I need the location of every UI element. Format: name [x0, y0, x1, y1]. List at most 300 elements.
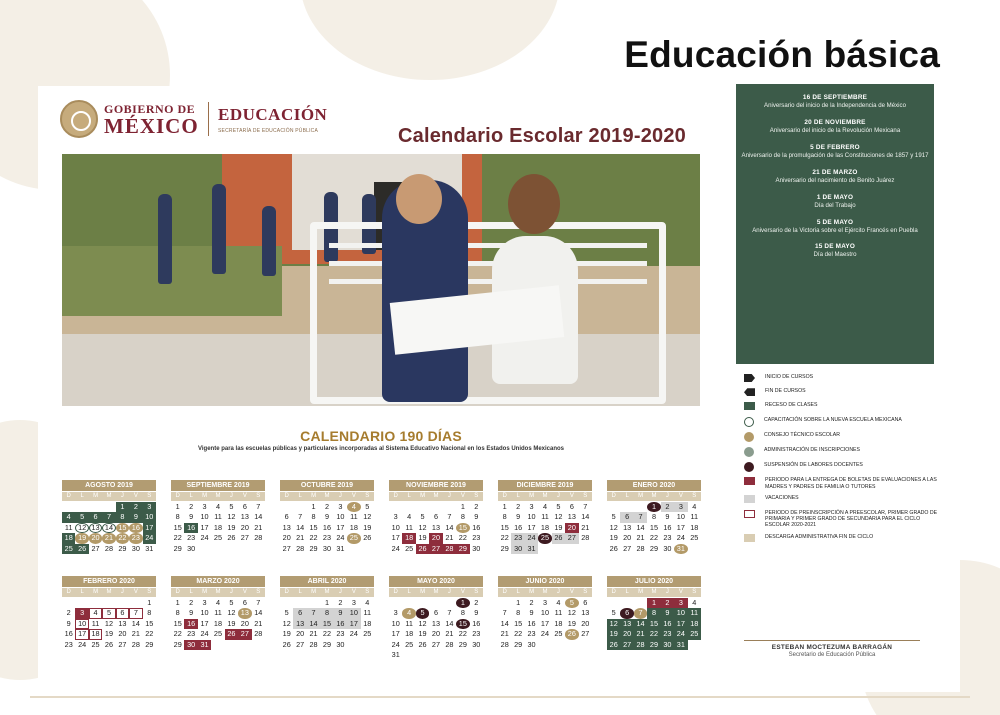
day-cell: 24	[674, 629, 687, 639]
month-name: MAYO 2020	[389, 576, 483, 587]
day-cell: 28	[254, 629, 263, 639]
day-cell: 17	[200, 618, 209, 628]
day-cell: 19	[567, 618, 576, 628]
weekday-label: D	[284, 493, 289, 499]
weekday-label: V	[242, 493, 247, 499]
day-cell: 12	[609, 522, 618, 532]
day-grid	[171, 502, 265, 554]
day-cell: 12	[607, 619, 620, 629]
arrow-left-icon	[744, 388, 755, 396]
weekday-label: J	[556, 493, 560, 499]
empty-cell	[620, 502, 633, 512]
day-cell: 10	[391, 618, 400, 628]
holiday-description: Día del Maestro	[813, 251, 857, 259]
day-cell: 17	[143, 523, 156, 533]
weekday-label: M	[529, 493, 535, 499]
legend-label: DESCARGA ADMINISTRATIVA FIN DE CICLO	[765, 533, 874, 540]
holiday-item	[736, 119, 934, 134]
day-cell: 31	[336, 543, 345, 553]
day-cell: 29	[647, 640, 660, 650]
weekday-label: L	[189, 493, 193, 499]
day-cell: 3	[529, 502, 534, 511]
day-cell: 12	[418, 618, 427, 628]
day-grid	[280, 598, 374, 650]
day-cell: 25	[91, 639, 100, 649]
grey-block-icon	[744, 495, 755, 503]
weekday-label: D	[284, 589, 289, 595]
day-cell: 27	[581, 629, 590, 639]
day-cell: 30	[472, 543, 481, 553]
day-cell: 10	[674, 608, 687, 618]
day-cell: 19	[227, 522, 236, 532]
day-cell: 6	[284, 512, 289, 522]
day-cell: 6	[433, 512, 439, 522]
day-cell: 4	[215, 502, 221, 511]
day-cell: 18	[89, 629, 102, 639]
signature-name: ESTEBAN MOCTEZUMA BARRAGÁN	[771, 644, 893, 651]
day-cell: 4	[692, 598, 697, 607]
day-cell: 13	[581, 608, 590, 618]
day-cell: 12	[567, 608, 576, 618]
day-cell: 10	[676, 512, 685, 522]
weekday-label: D	[175, 589, 180, 595]
weekday-label: V	[351, 493, 356, 499]
weekday-label: V	[678, 493, 683, 499]
weekday-label: J	[120, 493, 124, 499]
day-cell: 13	[118, 618, 127, 628]
day-cell: 7	[307, 608, 320, 618]
day-cell: 11	[214, 608, 222, 618]
day-cell: 20	[429, 533, 442, 543]
legend-label: PERIODO PARA LA ENTREGA DE BOLETAS DE EVALUACIONES A LAS MADRES Y PADRES DE FAMILIA O TUTORES	[765, 477, 937, 490]
weekday-label: J	[447, 493, 451, 499]
day-cell: 26	[565, 629, 578, 639]
day-cell: 21	[131, 629, 140, 639]
day-cell: 30	[187, 543, 196, 553]
day-cell: 1	[311, 502, 316, 511]
day-cell: 4	[556, 598, 561, 607]
day-cell: 1	[175, 598, 180, 607]
arrow-right-icon	[744, 374, 755, 382]
holiday-item	[736, 194, 934, 209]
day-cell: 22	[322, 629, 332, 639]
month-calendar	[62, 480, 156, 554]
day-cell: 17	[75, 629, 88, 639]
photo-grass	[62, 246, 282, 316]
day-cell: 31	[198, 640, 211, 650]
day-cell: 18	[690, 522, 699, 532]
day-cell: 6	[583, 598, 588, 607]
educacion-logo	[218, 105, 327, 134]
day-cell: 23	[527, 629, 536, 639]
day-cell: 16	[184, 619, 197, 629]
weekday-label: D	[393, 493, 398, 499]
day-cell: 27	[118, 639, 127, 649]
weekday-label: J	[229, 589, 233, 595]
holiday-item	[736, 144, 934, 159]
weekday-label: M	[433, 493, 439, 499]
legend-item	[744, 432, 940, 442]
day-cell: 30	[663, 543, 672, 553]
weekday-label: S	[474, 589, 479, 595]
red-block-icon	[744, 477, 755, 485]
holiday-date: 20 DE NOVIEMBRE	[804, 118, 866, 126]
photo-girl-head	[508, 174, 560, 234]
day-cell: 20	[240, 522, 249, 532]
weekday-label: S	[583, 493, 588, 499]
weekday-label: M	[93, 493, 99, 499]
day-cell: 2	[324, 502, 330, 511]
day-cell: 9	[665, 512, 670, 522]
day-cell: 25	[688, 629, 701, 639]
day-cell: 10	[540, 608, 550, 618]
day-cell: 15	[514, 618, 523, 628]
day-cell: 17	[540, 618, 550, 628]
day-cell: 22	[309, 533, 318, 543]
day-cell: 12	[227, 608, 236, 618]
day-cell: 26	[104, 639, 114, 649]
day-cell: 9	[474, 512, 479, 522]
weekday-label: L	[407, 493, 411, 499]
month-name: ENERO 2020	[607, 480, 701, 491]
day-cell: 15	[320, 619, 333, 629]
day-cell: 1	[502, 502, 507, 511]
calendar-poster	[38, 86, 960, 692]
day-cell: 7	[102, 512, 115, 522]
holiday-date: 15 DE MAYO	[814, 243, 856, 251]
empty-cell	[429, 502, 442, 512]
empty-cell	[280, 502, 293, 512]
weekday-label: S	[147, 493, 152, 499]
day-cell: 29	[173, 543, 182, 553]
day-cell: 10	[347, 608, 360, 618]
day-cell: 5	[229, 502, 234, 511]
weekday-label: M	[651, 589, 657, 595]
day-cell: 12	[363, 512, 372, 522]
day-cell: 9	[661, 608, 674, 618]
day-grid	[62, 502, 156, 554]
day-cell: 5	[420, 512, 425, 522]
day-cell: 15	[647, 619, 660, 629]
weekday-label: M	[93, 589, 99, 595]
weekday-label: V	[460, 493, 465, 499]
day-cell: 19	[227, 618, 236, 628]
month-calendar	[389, 480, 483, 554]
month-name: SEPTIEMBRE 2019	[171, 480, 265, 491]
day-cell: 23	[511, 533, 524, 543]
weekday-header	[280, 588, 374, 597]
day-cell: 19	[282, 629, 291, 639]
day-cell: 24	[676, 533, 685, 543]
day-cell: 11	[350, 512, 358, 522]
day-cell: 23	[129, 533, 142, 543]
day-cell: 7	[256, 502, 261, 511]
day-cell: 7	[256, 598, 261, 607]
signature	[744, 640, 920, 658]
day-cell: 26	[552, 533, 565, 543]
day-cell: 9	[189, 512, 194, 522]
day-cell: 7	[502, 608, 507, 618]
students-photo	[62, 154, 700, 406]
empty-cell	[307, 598, 320, 608]
day-cell: 1	[460, 502, 465, 511]
day-cell: 14	[102, 523, 115, 533]
day-cell: 22	[514, 629, 523, 639]
day-cell: 9	[529, 608, 534, 618]
day-cell: 3	[674, 502, 687, 512]
empty-cell	[402, 502, 415, 512]
day-cell: 4	[215, 598, 221, 607]
day-cell: 20	[118, 629, 127, 639]
month-name: ABRIL 2020	[280, 576, 374, 587]
secretaria-text: SECRETARÍA DE EDUCACIÓN PÚBLICA	[218, 128, 319, 134]
day-cell: 23	[187, 629, 196, 639]
weekday-label: M	[542, 493, 548, 499]
day-grid	[389, 502, 483, 554]
day-cell: 25	[538, 533, 551, 543]
month-name: DICIEMBRE 2019	[498, 480, 592, 491]
day-cell: 17	[527, 522, 536, 532]
empty-cell	[416, 598, 429, 608]
day-cell: 28	[445, 639, 454, 649]
day-cell: 6	[569, 502, 574, 511]
holiday-description: Aniversario del inicio de la Independencia de México	[764, 102, 906, 109]
weekday-label: V	[678, 589, 683, 595]
day-cell: 1	[516, 598, 521, 607]
plum-dot-icon	[744, 462, 754, 472]
empty-cell	[75, 502, 88, 512]
empty-cell	[634, 598, 647, 608]
day-grid	[607, 598, 701, 650]
weekday-label: M	[106, 589, 112, 595]
month-calendar	[607, 480, 701, 554]
legend-label: SUSPENSIÓN DE LABORES DOCENTES	[764, 462, 863, 469]
holiday-description: Día del Trabajo	[814, 201, 856, 209]
day-cell: 7	[634, 608, 647, 618]
day-cell: 13	[293, 619, 306, 629]
weekday-label: V	[569, 589, 574, 595]
empty-cell	[62, 598, 75, 608]
days-subtitle: Vigente para las escuelas públicas y particulares incorporadas al Sistema Educativo Nacional en los Estados Unidos Mexicanos	[197, 446, 565, 452]
day-cell: 30	[184, 640, 197, 650]
legend-item	[744, 374, 940, 383]
empty-cell	[607, 502, 620, 512]
day-cell: 24	[143, 533, 156, 543]
day-cell: 19	[363, 522, 372, 532]
empty-cell	[75, 598, 88, 608]
legend-item	[744, 477, 940, 490]
legend-item	[744, 462, 940, 472]
empty-cell	[102, 598, 115, 608]
day-cell: 26	[609, 543, 618, 553]
day-cell: 23	[661, 629, 674, 639]
day-cell: 13	[238, 608, 251, 618]
weekday-label: L	[516, 589, 520, 595]
empty-cell	[498, 598, 511, 608]
day-cell: 21	[581, 522, 590, 532]
day-cell: 23	[322, 533, 332, 543]
day-cell: 8	[502, 512, 507, 522]
day-cell: 13	[89, 523, 102, 533]
day-cell: 26	[418, 639, 427, 649]
day-cell: 29	[118, 543, 127, 553]
weekday-label: J	[338, 589, 342, 595]
day-cell: 13	[431, 618, 441, 628]
day-cell: 6	[620, 608, 633, 618]
weekday-header	[171, 492, 265, 501]
empty-cell	[607, 598, 620, 608]
day-cell: 22	[145, 629, 154, 639]
month-name: NOVIEMBRE 2019	[389, 480, 483, 491]
day-cell: 22	[458, 629, 467, 639]
gobierno-logo	[104, 103, 199, 137]
day-cell: 11	[363, 608, 372, 618]
day-cell: 1	[324, 598, 330, 607]
day-cell: 23	[663, 533, 672, 543]
day-cell: 10	[336, 512, 345, 522]
day-cell: 10	[143, 512, 156, 522]
legend-item	[744, 447, 940, 457]
empty-cell	[280, 598, 293, 608]
day-cell: 7	[298, 512, 303, 522]
day-cell: 31	[145, 543, 154, 553]
weekday-label: J	[229, 493, 233, 499]
day-cell: 2	[189, 598, 194, 607]
legend-item	[744, 510, 940, 529]
day-cell: 28	[634, 640, 647, 650]
weekday-label: M	[324, 589, 330, 595]
day-cell: 22	[116, 533, 129, 543]
day-cell: 21	[634, 629, 647, 639]
day-cell: 14	[500, 618, 509, 628]
month-name: MARZO 2020	[171, 576, 265, 587]
day-cell: 11	[91, 618, 100, 628]
holiday-item	[736, 219, 934, 234]
weekday-label: D	[502, 589, 507, 595]
day-cell: 9	[324, 512, 330, 522]
day-cell: 26	[225, 629, 238, 639]
day-cell: 4	[402, 608, 415, 618]
day-cell: 19	[418, 629, 427, 639]
day-cell: 20	[431, 629, 441, 639]
day-cell: 9	[334, 608, 347, 618]
day-cell: 27	[431, 639, 441, 649]
day-grid	[498, 598, 592, 650]
day-cell: 15	[500, 522, 509, 532]
day-grid	[171, 598, 265, 650]
photo-boy-head	[396, 174, 442, 224]
day-cell: 10	[200, 608, 209, 618]
day-cell: 2	[189, 502, 194, 511]
day-cell: 17	[391, 533, 400, 543]
day-cell: 20	[581, 618, 590, 628]
legend-item	[744, 417, 940, 427]
weekday-label: J	[665, 493, 669, 499]
day-cell: 18	[62, 533, 75, 543]
holiday-description: Aniversario de la promulgación de las Constituciones de 1857 y 1917	[741, 151, 929, 159]
empty-cell	[293, 502, 306, 512]
weekday-label: V	[351, 589, 356, 595]
day-cell: 8	[147, 608, 152, 618]
weekday-header	[171, 588, 265, 597]
legend-item	[744, 534, 940, 543]
day-cell: 12	[282, 618, 291, 628]
weekday-header	[389, 588, 483, 597]
day-cell: 3	[674, 598, 687, 608]
month-name: FEBRERO 2020	[62, 576, 156, 587]
gold-dot-icon	[744, 432, 754, 442]
photo-child	[158, 194, 172, 284]
empty-cell	[89, 598, 102, 608]
day-cell: 12	[104, 618, 114, 628]
weekday-header	[498, 588, 592, 597]
day-cell: 20	[89, 533, 102, 543]
day-cell: 19	[418, 533, 427, 543]
day-cell: 16	[64, 629, 73, 639]
day-cell: 2	[66, 608, 71, 618]
day-cell: 26	[282, 639, 291, 649]
weekday-label: M	[215, 493, 221, 499]
legend-label: CONSEJO TÉCNICO ESCOLAR	[764, 431, 841, 438]
day-cell: 23	[64, 639, 73, 649]
day-cell: 22	[173, 533, 182, 543]
weekday-label: L	[625, 589, 629, 595]
photo-child	[262, 206, 276, 276]
day-cell: 9	[516, 512, 521, 522]
day-cell: 7	[583, 502, 588, 511]
day-cell: 1	[647, 598, 660, 608]
day-cell: 27	[238, 629, 251, 639]
day-cell: 2	[338, 598, 343, 607]
day-cell: 17	[200, 522, 209, 532]
day-cell: 25	[347, 533, 360, 543]
day-cell: 10	[75, 619, 88, 629]
day-cell: 18	[213, 522, 223, 532]
weekday-label: M	[638, 493, 644, 499]
holiday-date: 21 DE MARZO	[812, 168, 858, 176]
day-cell: 29	[309, 543, 318, 553]
weekday-label: M	[420, 493, 426, 499]
day-cell: 18	[402, 533, 415, 543]
day-cell: 8	[651, 512, 657, 522]
legend-label: VACACIONES	[765, 495, 799, 502]
day-cell: 25	[405, 543, 414, 553]
day-cell: 23	[187, 533, 196, 543]
day-cell: 30	[322, 543, 332, 553]
day-cell: 15	[173, 522, 182, 532]
day-cell: 14	[581, 512, 590, 522]
month-calendar	[498, 480, 592, 554]
day-cell: 20	[620, 629, 633, 639]
day-cell: 25	[690, 533, 699, 543]
day-cell: 7	[447, 512, 452, 522]
day-cell: 15	[145, 618, 154, 628]
day-cell: 31	[674, 544, 687, 554]
day-cell: 5	[556, 502, 561, 511]
day-cell: 26	[75, 544, 88, 554]
day-cell: 22	[647, 629, 660, 639]
day-cell: 25	[62, 544, 75, 554]
day-cell: 28	[500, 639, 509, 649]
day-cell: 14	[254, 512, 263, 522]
weekday-label: L	[80, 493, 84, 499]
day-cell: 27	[240, 533, 249, 543]
day-cell: 3	[75, 608, 88, 618]
day-cell: 14	[307, 619, 320, 629]
weekday-label: M	[651, 493, 657, 499]
day-cell: 21	[102, 533, 115, 543]
day-cell: 19	[104, 629, 114, 639]
